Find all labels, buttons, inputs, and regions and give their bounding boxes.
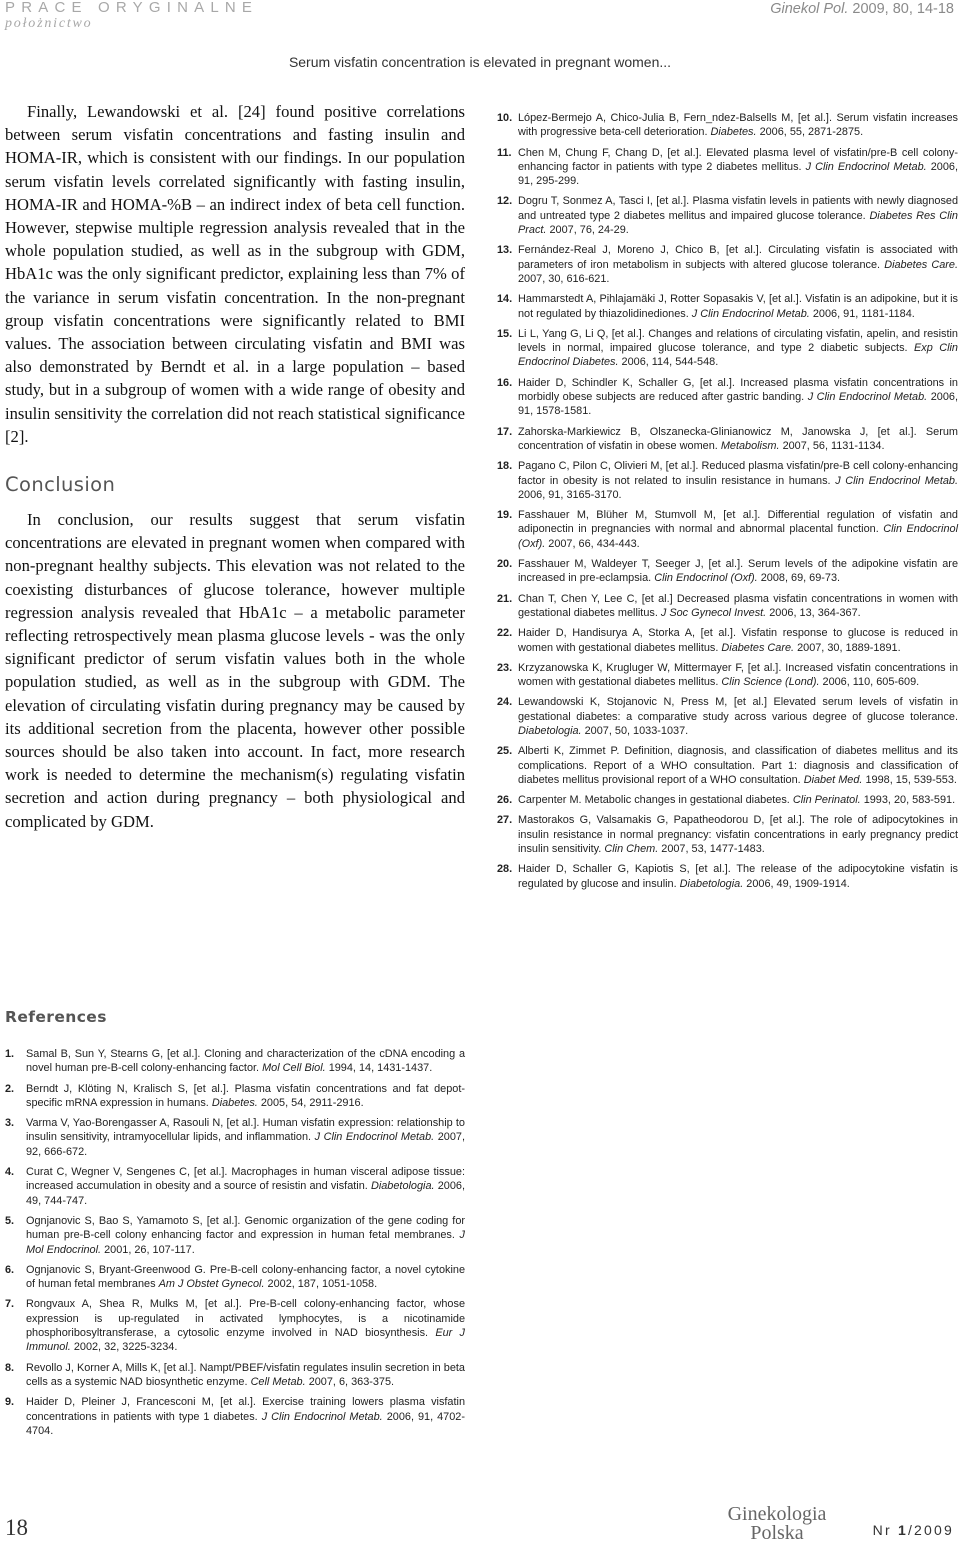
reference-item	[5, 1047, 465, 1076]
reference-journal: Mol Cell Biol.	[262, 1062, 326, 1075]
reference-journal: Clin Science (Lond).	[721, 676, 820, 689]
reference-detail: 2002, 187, 1051-1058.	[267, 1278, 378, 1291]
reference-item	[497, 793, 958, 807]
reference-journal: Diabetes.	[211, 1096, 258, 1109]
reference-number: 19.	[497, 509, 513, 522]
reference-number: 5.	[5, 1214, 15, 1227]
reference-number: 16.	[497, 376, 513, 389]
discussion-paragraph: Finally, Lewandowski et al. [24] found positive correlations between serum visfatin concentrations and fasting insulin and HOMA-IR, which is consistent with our findings. In our population serum visfatin levels correlated significantly with fasting insulin, HOMA-IR and HOMA-%B – an indirect index of beta cell function. However, stepwise multiple regression analysis revealed that in the whole population studied, as well as in the subgroup with GDM, HbA1c was the only significant predictor, explaining less than 7% of the variance in serum visfatin concentration. In the non-pregnant group visfatin concentrations were significantly related to BMI values. The association between circulating visfatin and BMI was also demonstrated by Berndt et al. in a large population – based study, but in a subgroup of women with a wide range of obesity and insulin sensitivity the correlation did not reach statistical significance [2].	[5, 102, 465, 446]
reference-item	[497, 862, 958, 891]
reference-item	[497, 292, 958, 321]
reference-number: 1.	[5, 1048, 15, 1060]
reference-detail: 2007, 50, 1033-1037.	[584, 724, 689, 737]
reference-number: 24.	[497, 696, 513, 709]
reference-detail: 2002, 32, 3225-3234.	[73, 1341, 178, 1354]
reference-journal: Diabetes Res Clin Pract.	[518, 209, 958, 237]
reference-item	[5, 1297, 465, 1354]
reference-number: 26.	[497, 794, 513, 807]
reference-item	[497, 695, 958, 738]
reference-detail: 2005, 54, 2911-2916.	[260, 1096, 364, 1109]
reference-detail: 2006, 91, 1181-1184.	[812, 307, 915, 320]
reference-text: Varma V, Yao-Borengasser A, Rasouli N, [et al.]. Human visfatin expression: relationship to insulin sensitivity, intramyocellular lipids, and inflammation.	[26, 1117, 465, 1144]
reference-text: Alberti K, Zimmet P. Definition, diagnosis, and classification of diabetes mellitus and its complications. Report of a WHO consultation. Part 1: diagnosis and classification of diabetes mellitus provisional report of a WHO consultation.	[518, 745, 958, 786]
reference-item	[497, 327, 958, 370]
reference-item	[497, 592, 958, 621]
reference-text: Hammarstedt A, Pihlajamäki J, Rotter Sopasakis V, [et al.]. Visfatin is an adipokine, but it is not regulated by thiazolidinediones.	[518, 293, 958, 320]
reference-number: 17.	[497, 425, 513, 438]
reference-text: Fernández-Real J, Moreno J, Chico B, [et al.]. Circulating visfatin is associated with parameters of iron metabolism in subjects with altered glucose tolerance.	[518, 244, 958, 271]
reference-journal: Diabet Med.	[803, 773, 863, 786]
reference-text: Fasshauer M, Waldeyer T, Seeger J, [et al.]. Serum levels of the adipokine visfatin are increased in pre-eclampsia.	[518, 558, 958, 585]
reference-text: Curat C, Wegner V, Sengenes C, [et al.]. Macrophages in human visceral adipose tissue: increased accumulation in obesity and a source of resistin and visfatin.	[26, 1166, 465, 1193]
reference-list-right	[497, 111, 958, 897]
reference-item	[497, 744, 958, 787]
reference-item	[497, 111, 958, 140]
journal-logo-line1: Ginekologia	[727, 1503, 827, 1525]
reference-text: Samal B, Sun Y, Stearns G, [et al.]. Cloning and characterization of the cDNA encoding a novel human pre-B-cell colony-enhancing factor.	[26, 1048, 465, 1075]
reference-detail: 2007, 30, 616-621.	[518, 272, 610, 285]
subsection-label: położnictwo	[5, 16, 93, 31]
reference-item	[5, 1116, 465, 1159]
reference-journal: Clin Endocrinol (Oxf).	[518, 523, 958, 550]
reference-number: 21.	[497, 592, 513, 605]
page-number: 18	[5, 1515, 28, 1540]
reference-text: Carpenter M. Metabolic changes in gestational diabetes.	[518, 794, 790, 807]
section-label: PRACE ORYGINALNE	[5, 0, 259, 16]
reference-item	[497, 376, 958, 419]
conclusion-paragraph: In conclusion, our results suggest that serum visfatin concentrations are elevated in pregnant women when compared with non-pregnant healthy subjects. This elevation was not related to the coexisting disturbances of glucose tolerance, however multiple regression analysis revealed that HbA1c – a metabolic parameter reflecting retrospectively mean plasma glucose levels - was the only significant predictor of serum visfatin values both in the whole population studied, as well as in the subgroup with GDM. The elevation of circulating visfatin during pregnancy may be caused by its additional secretion from the placenta, however other possible sources should be also taken into account. In fact, more research work is needed to determine the mechanism(s) regulating visfatin secretion and action during pregnancy – both physiological and complicated by GDM.	[5, 510, 465, 831]
reference-text: Chen M, Chung F, Chang D, [et al.]. Elevated plasma level of visfatin/pre-B cell colony-enhancing factor in patients with type 2 diabetes mellitus.	[518, 146, 958, 173]
reference-text: Pagano C, Pilon C, Olivieri M, [et al.]. Reduced plasma visfatin/pre-B cell colony-enhancing factor in obesity is not related to insulin resistance in humans.	[518, 460, 958, 487]
reference-number: 15.	[497, 327, 513, 340]
reference-number: 20.	[497, 558, 513, 571]
issue-prefix: Nr	[872, 1522, 892, 1538]
reference-number: 9.	[5, 1396, 15, 1409]
issue-year: /2009	[907, 1522, 954, 1538]
reference-journal: Exp Clin Endocrinol Diabetes.	[518, 342, 958, 369]
issue-number: 1	[897, 1522, 908, 1538]
reference-detail: 2006, 91, 4702-4704.	[26, 1410, 465, 1437]
reference-list-left	[5, 1047, 465, 1444]
reference-journal: J Clin Endocrinol Metab.	[691, 307, 810, 320]
journal-logo-line2: Polska	[750, 1522, 804, 1544]
reference-detail: 2006, 91, 1578-1581.	[518, 391, 958, 418]
reference-journal: Cell Metab.	[250, 1375, 306, 1388]
reference-item	[497, 661, 958, 690]
reference-item	[497, 425, 958, 454]
reference-journal: Clin Endocrinol (Oxf).	[654, 572, 758, 585]
journal-citation	[694, 1, 954, 17]
reference-number: 4.	[5, 1166, 15, 1179]
reference-number: 7.	[5, 1298, 15, 1311]
reference-detail: 1993, 20, 583-591.	[863, 794, 956, 807]
reference-journal: J Clin Endocrinol Metab.	[261, 1410, 383, 1423]
reference-detail: 2001, 26, 107-117.	[104, 1243, 195, 1256]
journal-logo	[712, 1505, 842, 1543]
main-text-column	[5, 100, 465, 833]
reference-detail: 1994, 14, 1431-1437.	[328, 1062, 433, 1075]
reference-number: 8.	[5, 1361, 15, 1374]
reference-detail: 2006, 91, 295-299.	[518, 160, 958, 188]
reference-text: Haider D, Schaller G, Kapiotis S, [et al.]. The release of the adipocytokine visfatin is regulated by glucose and insulin.	[518, 863, 958, 890]
reference-detail: 2006, 49, 1909-1914.	[746, 877, 850, 890]
reference-journal: J Clin Endocrinol Metab.	[835, 474, 959, 487]
reference-number: 22.	[497, 627, 513, 640]
reference-text: Haider D, Schindler K, Schaller G, [et al.]. Increased plasma visfatin concentrations in morbidly obese subjects are reduced after gastric banding.	[518, 376, 958, 404]
reference-item	[497, 459, 958, 502]
reference-text: Haider D, Handisurya A, Storka A, [et al.]. Visfatin response to glucose is reduced in women with gestational diabetes mellitus.	[518, 627, 958, 654]
reference-detail: 2006, 91, 3165-3170.	[518, 488, 622, 501]
journal-name: Ginekol Pol.	[770, 1, 849, 17]
reference-journal: Diabetes.	[710, 126, 757, 139]
reference-detail: 1998, 15, 539-553.	[865, 773, 957, 786]
reference-number: 2.	[5, 1082, 15, 1095]
reference-detail: 2007, 92, 666-672.	[26, 1131, 465, 1158]
reference-journal: Diabetes Care.	[884, 258, 959, 271]
reference-detail: 2006, 13, 364-367.	[769, 606, 861, 619]
reference-number: 18.	[497, 460, 513, 473]
reference-journal: Diabetologia.	[679, 877, 744, 890]
reference-item	[497, 243, 958, 286]
reference-journal: J Soc Gynecol Invest.	[660, 606, 767, 619]
reference-item	[497, 194, 958, 237]
reference-journal: J Clin Endocrinol Metab.	[805, 160, 927, 173]
reference-journal: Clin Chem.	[604, 843, 659, 856]
reference-journal: J Mol Endocrinol.	[26, 1229, 465, 1256]
reference-detail: 2007, 6, 363-375.	[308, 1375, 395, 1388]
reference-text: Li L, Yang G, Li Q, [et al.]. Changes and relations of circulating visfatin, apelin, and resistin levels in normal, impaired glucose tolerance, and type 2 diabetic subjects.	[518, 327, 958, 355]
reference-journal: Diabetologia.	[518, 724, 582, 737]
reference-number: 6.	[5, 1263, 15, 1276]
reference-text: Haider D, Pleiner J, Francesconi M, [et al.]. Exercise training lowers plasma visfatin concentrations in patients with type 1 diabetes.	[26, 1396, 465, 1423]
journal-info: 2009, 80, 14-18	[852, 1, 954, 17]
reference-text: Ognjanovic S, Bao S, Yamamoto S, [et al.]. Genomic organization of the gene coding for human pre-B-cell colony enhancing factor and expression in human fetal membranes.	[26, 1214, 465, 1242]
reference-number: 27.	[497, 814, 513, 827]
reference-item	[5, 1361, 465, 1390]
reference-text: Chan T, Chen Y, Lee C, [et al.] Decreased plasma visfatin concentrations in women with gestational diabetes mellitus.	[518, 592, 958, 619]
reference-item	[5, 1214, 465, 1257]
reference-text: Ognjanovic S, Bryant-Greenwood G. Pre-B-cell colony-enhancing factor, a novel cytokine of human fetal membranes	[26, 1263, 465, 1291]
reference-journal: J Clin Endocrinol Metab.	[314, 1131, 435, 1144]
reference-number: 12.	[497, 195, 513, 208]
reference-item	[497, 146, 958, 189]
reference-text: Dogru T, Sonmez A, Tasci I, [et al.]. Plasma visfatin levels in patients with newly diagnosed and untreated type 2 diabetes mellitus and impaired glucose tolerance.	[518, 195, 958, 222]
reference-detail: 2006, 55, 2871-2875.	[759, 126, 864, 139]
reference-detail: 2007, 53, 1477-1483.	[661, 843, 765, 856]
issue-label	[873, 1522, 954, 1538]
reference-item	[5, 1165, 465, 1208]
reference-item	[497, 508, 958, 551]
reference-text: Lewandowski K, Stojanovic N, Press M, [et al.] Elevated serum levels of visfatin in gestational diabetes: a comparative study across various degree of glucose tolerance.	[518, 696, 958, 723]
reference-journal: Diabetes Care.	[721, 641, 795, 654]
reference-journal: Clin Perinatol.	[792, 794, 861, 807]
reference-number: 3.	[5, 1117, 15, 1130]
reference-number: 23.	[497, 661, 513, 674]
reference-item	[5, 1082, 465, 1111]
reference-text: Mastorakos G, Valsamakis G, Papatheodorou D, [et al.]. The role of adipocytokines in insulin resistance in normal pregnancy: visfatin concentrations in early pregnancy predict insulin sensitivity.	[518, 814, 958, 856]
reference-number: 13.	[497, 244, 513, 257]
reference-number: 25.	[497, 745, 513, 758]
reference-number: 28.	[497, 863, 513, 876]
reference-text: Fasshauer M, Blüher M, Stumvoll M, [et al.]. Differential regulation of visfatin and adiponectin in pregnancies with normal and abnormal placental function.	[518, 509, 958, 536]
reference-journal: Metabolism.	[720, 439, 780, 452]
reference-text: Berndt J, Klöting N, Kralisch S, [et al.]. Plasma visfatin concentrations and fat depot-specific mRNA expression in humans.	[26, 1082, 465, 1109]
reference-detail: 2006, 49, 744-747.	[26, 1180, 465, 1207]
reference-item	[497, 813, 958, 856]
reference-journal: Eur J Immunol.	[26, 1327, 465, 1354]
reference-text: Zahorska-Markiewicz B, Olszanecka-Glinianowicz M, Janowska J, [et al.]. Serum concentration of visfatin in obese women.	[518, 425, 958, 452]
reference-item	[497, 557, 958, 586]
reference-number: 14.	[497, 293, 513, 306]
reference-text: Revollo J, Korner A, Mills K, [et al.]. Nampt/PBEF/visfatin regulates insulin secretion in beta cells as a systemic NAD biosynthetic enzyme.	[26, 1361, 465, 1388]
reference-journal: J Clin Endocrinol Metab.	[807, 391, 928, 404]
reference-item	[5, 1395, 465, 1438]
reference-detail: 2007, 56, 1131-1134.	[782, 439, 885, 452]
reference-item	[497, 626, 958, 655]
reference-journal: Diabetologia.	[370, 1180, 435, 1193]
reference-text: López-Bermejo A, Chico-Julia B, Fern_ndez-Balsells M, [et al.]. Serum visfatin increases with progressive beta-cell deterioration.	[518, 112, 958, 139]
reference-journal: Am J Obstet Gynecol.	[158, 1278, 265, 1291]
reference-detail: 2007, 76, 24-29.	[549, 224, 629, 237]
reference-number: 11.	[497, 146, 512, 159]
reference-detail: 2007, 30, 1889-1891.	[797, 641, 901, 654]
reference-detail: 2006, 110, 605-609.	[822, 676, 920, 689]
reference-detail: 2007, 66, 434-443.	[548, 537, 640, 550]
reference-text: Krzyzanowska K, Krugluger W, Mittermayer F, [et al.]. Increased visfatin concentrations in women with gestational diabetes mellitus.	[518, 661, 958, 689]
reference-detail: 2006, 114, 544-548.	[621, 356, 719, 369]
reference-text: Rongvaux A, Shea R, Mulks M, [et al.]. Pre-B-cell colony-enhancing factor, whose expression is up-regulated in activated lymphocytes, is a nicotinamide phosphoribosyltransferase, a cytosolic enzyme involved in NAD biosynthesis.	[26, 1298, 465, 1340]
reference-item	[5, 1263, 465, 1292]
reference-number: 10.	[497, 112, 513, 124]
reference-detail: 2008, 69, 69-73.	[760, 572, 841, 585]
references-heading: References	[5, 1008, 107, 1026]
running-title: Serum visfatin concentration is elevated in pregnant women...	[288, 54, 672, 70]
conclusion-heading: Conclusion	[5, 473, 116, 497]
